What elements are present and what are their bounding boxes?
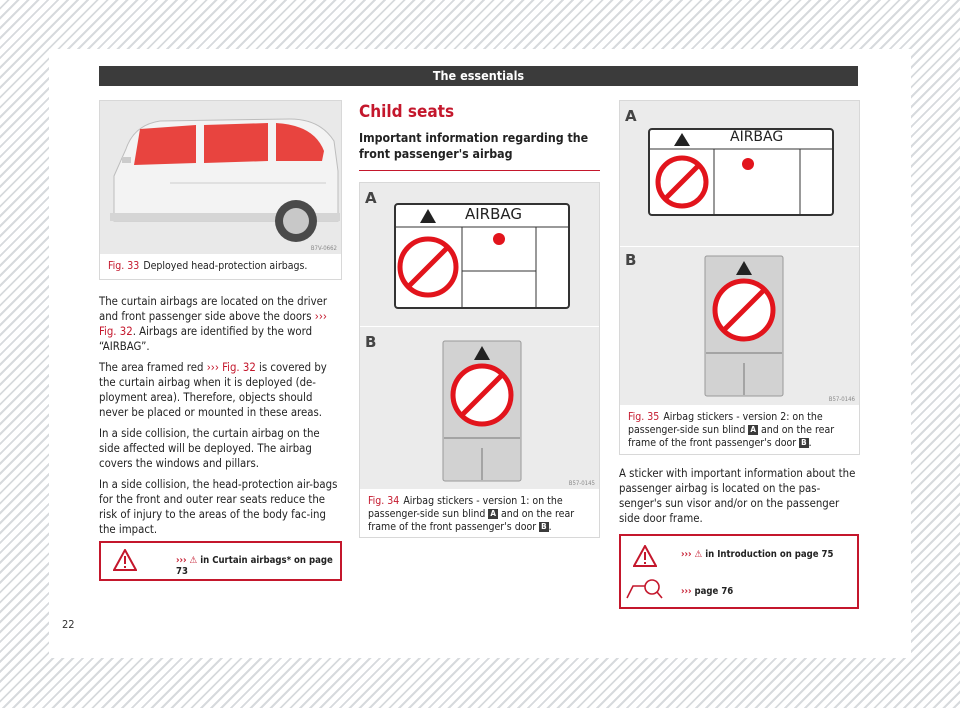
paragraph: The area framed red ››› Fig. 32 is covered by the curtain airbag when it is deployed (de-ployment area). Therefore, objects should never be placed or mounted in these areas. — [99, 361, 327, 419]
section-subtitle: Important information regarding the front passenger's airbag — [359, 130, 600, 171]
figure-caption: Fig. 34 Airbag stickers - version 1: on the passenger-side sun blind A and on the rear frame of the front passenger's door B . — [368, 495, 575, 533]
warning-note-box — [619, 534, 859, 609]
panel-divider — [360, 326, 599, 327]
figure-caption: Fig. 35 Airbag stickers - version 2: on the passenger-side sun blind A and on the rear frame of the front passenger's door B . — [628, 411, 835, 449]
label-a-badge: A — [750, 425, 756, 434]
panel-label-a: A — [365, 189, 377, 207]
car-airbag-image — [100, 101, 341, 254]
figure-35 — [619, 100, 860, 455]
panel-label-b: B — [625, 251, 637, 269]
paragraph: The curtain airbags are located on the driver and front passenger side above the doors ››› Fig. 32. Airbags are identified by the word “AIRBAG”. — [99, 295, 328, 353]
fig-reference-link[interactable]: ››› Fig. 32 — [99, 310, 327, 338]
panel-divider — [620, 246, 859, 247]
figure-34 — [359, 182, 600, 538]
label-b-badge: B — [541, 522, 547, 531]
image-code: B57-0146 — [828, 396, 855, 403]
section-header: The essentials — [99, 66, 858, 86]
right-paragraph: A sticker with important information about the passenger airbag is located on the pas-senger's sun visor and/or on the passenger side door frame. — [619, 467, 856, 525]
warning-reference[interactable]: ››› ⚠ in Introduction on page 75 — [681, 549, 834, 560]
paragraph: In a side collision, the head-protection air-bags for the front and outer rear seats reduce the risk of injury to the areas of the body fac-ing the impact. — [99, 478, 338, 536]
figure-number: Fig. 35 — [628, 411, 660, 423]
panel-label-b: B — [365, 333, 377, 351]
image-code: B57-0145 — [568, 480, 595, 487]
label-a-badge: A — [490, 509, 496, 518]
airbag-sticker-b — [704, 255, 784, 397]
section-title: Child seats — [359, 102, 455, 122]
fig-reference-link[interactable]: ››› Fig. 32 — [206, 361, 256, 374]
label-b-badge: B — [801, 438, 807, 447]
sticker-image-v1 — [360, 183, 599, 489]
small-warning-icon: ⚠ — [694, 549, 703, 560]
figure-33 — [99, 100, 342, 280]
figure-number: Fig. 33 — [108, 260, 140, 272]
page-number: 22 — [62, 618, 75, 631]
sticker-image-v2 — [620, 101, 859, 405]
warning-box — [99, 541, 342, 581]
left-column — [99, 100, 342, 543]
paragraph: In a side collision, the curtain airbag on the side affected will be deployed. The airbag covers the windows and pillars. — [99, 427, 320, 470]
warning-triangle-icon — [633, 545, 657, 567]
sticker-label: AIRBAG — [730, 129, 784, 145]
panel-label-a: A — [625, 107, 637, 125]
note-reference[interactable]: ››› page 76 — [681, 586, 734, 597]
warning-triangle-icon — [113, 549, 137, 571]
small-warning-icon: ⚠ — [189, 555, 198, 566]
note-magnifier-icon — [625, 578, 663, 600]
caption-text: Deployed head-protection airbags. — [143, 260, 308, 272]
image-code: B7V-0662 — [310, 245, 337, 252]
airbag-sticker-b — [442, 340, 522, 482]
left-body-text — [99, 294, 342, 537]
figure-number: Fig. 34 — [368, 495, 400, 507]
warning-reference[interactable]: ››› ⚠ in Curtain airbags* on page 73 — [176, 555, 333, 577]
middle-column — [359, 102, 600, 171]
car-illustration — [100, 101, 341, 254]
figure-caption — [100, 254, 341, 279]
sticker-label: AIRBAG — [465, 205, 523, 223]
